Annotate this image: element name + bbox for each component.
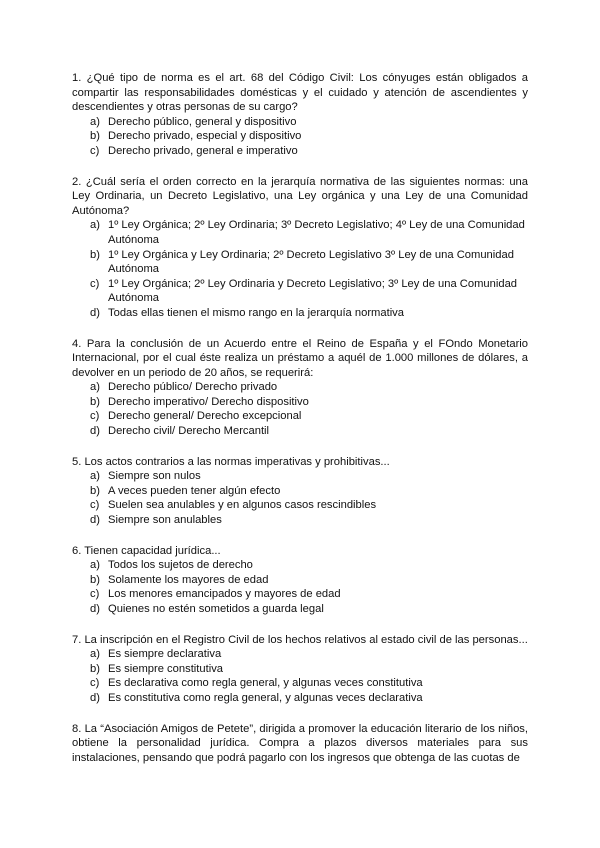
answer-option xyxy=(72,484,528,499)
question xyxy=(72,337,528,439)
answer-option xyxy=(72,144,528,159)
option-text: Suelen sea anulables y en algunos casos rescindibles xyxy=(108,499,377,512)
answer-options xyxy=(72,218,528,320)
option-text: Solamente los mayores de edad xyxy=(108,573,269,586)
option-text: Siempre son nulos xyxy=(108,470,201,483)
answer-options xyxy=(72,380,528,438)
answer-option xyxy=(72,469,528,484)
option-text: Es declarativa como regla general, y algunas veces constitutiva xyxy=(108,677,423,690)
option-text: 1º Ley Orgánica; 2º Ley Ordinaria; 3º Decreto Legislativo; 4º Ley de una Comunidad Autónoma xyxy=(108,219,525,246)
option-text: 1º Ley Orgánica y Ley Ordinaria; 2º Decreto Legislativo 3º Ley de una Comunidad Autónoma xyxy=(108,248,514,276)
option-text: Todos los sujetos de derecho xyxy=(108,559,253,572)
option-letter: c) xyxy=(90,410,100,423)
option-letter: d) xyxy=(90,691,100,704)
answer-option xyxy=(72,587,528,602)
answer-option xyxy=(72,380,528,395)
question-stem: 5. Los actos contrarios a las normas imperativas y prohibitivas... xyxy=(72,455,390,468)
answer-option xyxy=(72,662,528,677)
option-letter: b) xyxy=(90,395,100,408)
option-letter: a) xyxy=(90,559,100,572)
option-letter: d) xyxy=(90,425,100,438)
answer-option xyxy=(72,218,528,247)
answer-option xyxy=(72,691,528,706)
option-text: Siempre son anulables xyxy=(108,514,222,527)
option-text: Los menores emancipados y mayores de edad xyxy=(108,588,341,601)
question xyxy=(72,722,528,766)
option-letter: c) xyxy=(90,588,100,601)
question xyxy=(72,633,528,706)
question-stem: 1. ¿Qué tipo de norma es el art. 68 del Código Civil: Los cónyuges están obligados a compartir las responsabilidades domésticas y el cuidado y atención de ascendientes y descendientes y otras personas de su cargo? xyxy=(72,72,528,114)
answer-option xyxy=(72,676,528,691)
question-stem: 4. Para la conclusión de un Acuerdo entre el Reino de España y el FOndo Monetario Internacional, por el cual éste realiza un préstamo a aquél de 1.000 millones de dólares, a devolver en un periodo de 20 años, se requerirá: xyxy=(72,337,528,379)
option-text: Quienes no estén sometidos a guarda legal xyxy=(108,603,324,615)
question xyxy=(72,544,528,617)
question xyxy=(72,71,528,159)
answer-option xyxy=(72,424,528,439)
answer-option xyxy=(72,647,528,662)
option-letter: a) xyxy=(90,470,100,483)
answer-option xyxy=(72,409,528,424)
option-text: Derecho privado, general e imperativo xyxy=(108,144,298,157)
answer-options xyxy=(72,469,528,527)
question-stem: 8. La “Asociación Amigos de Petete”, dirigida a promover la educación literario de los niños, obtiene la personalidad jurídica. Compra a plazos diversos materiales para sus instalaciones, pensando que podrá pagarlo con los ingresos que obtenga de las cuotas de xyxy=(72,722,528,764)
option-letter: d) xyxy=(90,514,100,527)
question-stem: 6. Tienen capacidad jurídica... xyxy=(72,544,221,557)
questions-list xyxy=(72,71,528,781)
option-letter: b) xyxy=(90,130,100,143)
question-stem: 7. La inscripción en el Registro Civil de los hechos relativos al estado civil de las personas... xyxy=(72,633,528,646)
option-letter: c) xyxy=(90,277,100,290)
option-text: A veces pueden tener algún efecto xyxy=(108,484,281,497)
option-text: 1º Ley Orgánica; 2º Ley Ordinaria y Decreto Legislativo; 3º Ley de una Comunidad Autónoma xyxy=(108,277,518,305)
answer-options xyxy=(72,115,528,159)
answer-option xyxy=(72,115,528,130)
option-letter: d) xyxy=(90,306,100,319)
option-letter: d) xyxy=(90,603,100,615)
option-letter: b) xyxy=(90,573,100,586)
option-letter: b) xyxy=(90,662,100,675)
option-letter: a) xyxy=(90,648,100,661)
option-text: Derecho público/ Derecho privado xyxy=(108,381,278,394)
option-letter: b) xyxy=(90,484,100,497)
option-letter: a) xyxy=(90,219,100,232)
answer-option xyxy=(72,513,528,528)
answer-option xyxy=(72,573,528,588)
answer-options xyxy=(72,647,528,705)
answer-option xyxy=(72,558,528,573)
question xyxy=(72,175,528,321)
option-text: Derecho público, general y dispositivo xyxy=(108,115,297,128)
option-text: Es siempre constitutiva xyxy=(108,662,224,675)
option-text: Derecho privado, especial y dispositivo xyxy=(108,130,302,143)
option-text: Todas ellas tienen el mismo rango en la jerarquía normativa xyxy=(108,306,405,319)
option-text: Es siempre declarativa xyxy=(108,648,222,661)
answer-options xyxy=(72,558,528,616)
option-letter: b) xyxy=(90,248,100,261)
option-text: Derecho civil/ Derecho Mercantil xyxy=(108,425,270,438)
answer-option xyxy=(72,602,528,617)
option-letter: c) xyxy=(90,144,100,157)
answer-option xyxy=(72,248,528,277)
question xyxy=(72,455,528,528)
option-letter: c) xyxy=(90,677,100,690)
option-text: Derecho general/ Derecho excepcional xyxy=(108,410,302,423)
answer-option xyxy=(72,498,528,513)
question-stem: 2. ¿Cuál sería el orden correcto en la jerarquía normativa de las siguientes normas: una Ley Ordinaria, un Decreto Legislativo, una Ley orgánica y una Ley de una Comunidad Autónoma? xyxy=(72,175,528,217)
option-letter: c) xyxy=(90,499,100,512)
answer-option xyxy=(72,306,528,321)
answer-option xyxy=(72,277,528,306)
option-text: Derecho imperativo/ Derecho dispositivo xyxy=(108,395,309,408)
option-letter: a) xyxy=(90,381,100,394)
answer-option xyxy=(72,395,528,410)
option-text: Es constitutiva como regla general, y algunas veces declarativa xyxy=(108,691,423,704)
answer-option xyxy=(72,129,528,144)
option-letter: a) xyxy=(90,115,100,128)
